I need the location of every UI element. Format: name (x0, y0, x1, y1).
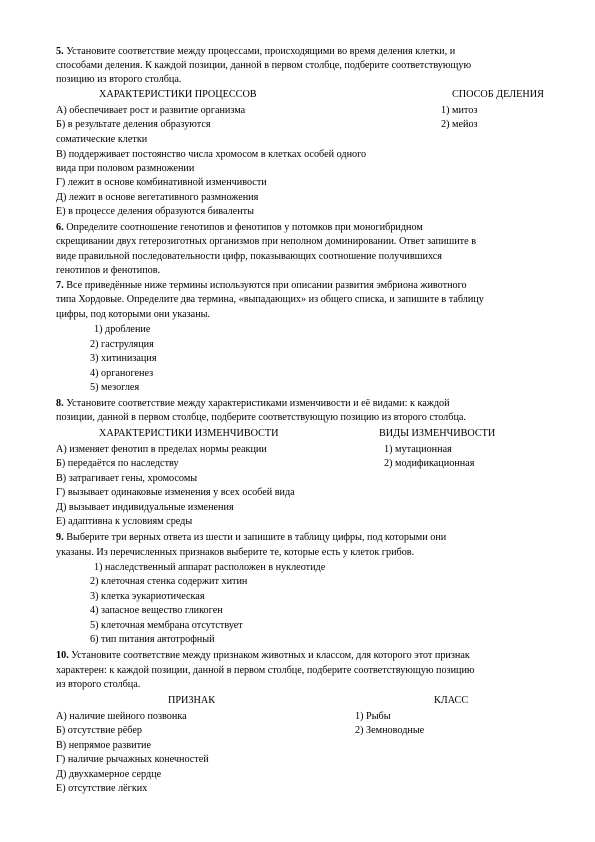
q7-option: 3) хитинизация (90, 353, 157, 364)
q6-number: 6. (56, 222, 64, 233)
q5-left-item: Б) в результате деления образуются (56, 119, 211, 130)
q6-text-line-1 (56, 221, 423, 234)
q5-right-item: 1) митоз (441, 105, 478, 116)
q9-option: 3) клетка эукариотическая (90, 591, 205, 602)
q8-header-left: ХАРАКТЕРИСТИКИ ИЗМЕНЧИВОСТИ (99, 428, 279, 439)
q5-left-item: Е) в процессе деления образуются биваленты (56, 206, 254, 217)
q9-text-line-2: указаны. Из перечисленных признаков выберите те, которые есть у клеток грибов. (56, 547, 415, 558)
q10-left-item: Е) отсутствие лёгких (56, 783, 148, 794)
q10-text-1: Установите соответствие между признаком животных и классом, для которого этот признак (68, 650, 470, 661)
q8-left-item: А) изменяет фенотип в пределах нормы реакции (56, 444, 267, 455)
q5-text-line-2: способами деления. К каждой позиции, данной в первом столбце, подберите соответствующую (56, 60, 472, 71)
q7-option: 5) мезоглея (90, 382, 140, 393)
q10-left-item: Б) отсутствие рёбер (56, 725, 142, 736)
q7-option: 4) органогенез (90, 368, 154, 379)
q7-option: 1) дробление (94, 324, 151, 335)
q5-text-line-1 (56, 45, 455, 58)
q5-left-item: А) обеспечивает рост и развитие организма (56, 105, 246, 116)
q8-left-item: Б) передаётся по наследству (56, 458, 179, 469)
q7-text-line-1 (56, 279, 467, 292)
q10-right-item: 2) Земноводные (355, 725, 425, 736)
q5-text-1: Установите соответствие между процессами, происходящими во время деления клетки, и (63, 46, 456, 57)
q8-right-item: 2) модификационная (384, 458, 475, 469)
q5-number: 5. (56, 46, 64, 57)
q7-text-line-2: типа Хордовые. Определите два термина, «выпадающих» из общего списка, и запишите в таблицу (56, 294, 484, 305)
q8-text-1: Установите соответствие между характеристиками изменчивости и её видами: к каждой (63, 398, 450, 409)
q5-left-item: Д) лежит в основе вегетативного размножения (56, 192, 259, 203)
q8-left-item: Д) вызывает индивидуальные изменения (56, 502, 234, 513)
q8-text-line-2: позиции, данной в первом столбце, подберите соответствующую позицию из второго столбца. (56, 412, 466, 423)
q8-number: 8. (56, 398, 64, 409)
q5-text-line-3: позицию из второго столбца. (56, 74, 182, 85)
q9-option: 2) клеточная стенка содержит хитин (90, 576, 248, 587)
q6-text-line-3: виде правильной последовательности цифр, показывающих соотношение получившихся (56, 251, 442, 262)
q5-left-item: Г) лежит в основе комбинативной изменчивости (56, 177, 267, 188)
q6-text-line-2: скрещивании двух гетерозиготных организмов при неполном доминировании. Ответ запишите в (56, 236, 477, 247)
q6-text-1: Определите соотношение генотипов и фенотипов у потомков при моногибридном (63, 222, 423, 233)
q10-right-item: 1) Рыбы (355, 711, 391, 722)
q9-option: 4) запасное вещество гликоген (90, 605, 223, 616)
q8-left-item: В) затрагивает гены, хромосомы (56, 473, 198, 484)
q10-text-line-1 (56, 649, 470, 662)
q5-header-right: СПОСОБ ДЕЛЕНИЯ (452, 89, 544, 100)
q9-option: 5) клеточная мембрана отсутствует (90, 620, 243, 631)
q9-text-1: Выберите три верных ответа из шести и запишите в таблицу цифры, под которыми они (63, 532, 447, 543)
q10-text-line-3: из второго столбца. (56, 679, 141, 690)
q8-text-line-1 (56, 397, 450, 410)
q5-header-left: ХАРАКТЕРИСТИКИ ПРОЦЕССОВ (99, 89, 257, 100)
q7-option: 2) гаструляция (90, 339, 154, 350)
q6-text-line-4: генотипов и фенотипов. (56, 265, 161, 276)
q10-left-item: Г) наличие рычажных конечностей (56, 754, 209, 765)
q10-left-item: А) наличие шейного позвонка (56, 711, 187, 722)
q9-option: 6) тип питания автотрофный (90, 634, 215, 645)
q5-right-item: 2) мейоз (441, 119, 478, 130)
q7-number: 7. (56, 280, 64, 291)
q10-number: 10. (56, 650, 69, 661)
q7-text-line-3: цифры, под которыми они указаны. (56, 309, 211, 320)
q8-header-right: ВИДЫ ИЗМЕНЧИВОСТИ (379, 428, 496, 439)
q5-left-item: В) поддерживает постоянство числа хромосом в клетках особей одного (56, 149, 367, 160)
q5-left-item: вида при половом размножении (56, 163, 195, 174)
q10-header-right: КЛАСС (434, 695, 469, 706)
q8-right-item: 1) мутационная (384, 444, 452, 455)
q5-left-item: соматические клетки (56, 134, 148, 145)
q8-left-item: Е) адаптивна к условиям среды (56, 516, 193, 527)
q9-text-line-1 (56, 531, 446, 544)
q10-left-item: Д) двухкамерное сердце (56, 769, 162, 780)
q10-text-line-2: характерен: к каждой позиции, данной в первом столбце, подберите соответствующую позицию (56, 665, 475, 676)
q7-text-1: Все приведённые ниже термины используются при описании развития эмбриона животного (63, 280, 467, 291)
q10-header-left: ПРИЗНАК (168, 695, 215, 706)
q10-left-item: В) непрямое развитие (56, 740, 152, 751)
q9-number: 9. (56, 532, 64, 543)
q8-left-item: Г) вызывает одинаковые изменения у всех особей вида (56, 487, 295, 498)
q9-option: 1) наследственный аппарат расположен в нуклеотиде (94, 562, 326, 573)
